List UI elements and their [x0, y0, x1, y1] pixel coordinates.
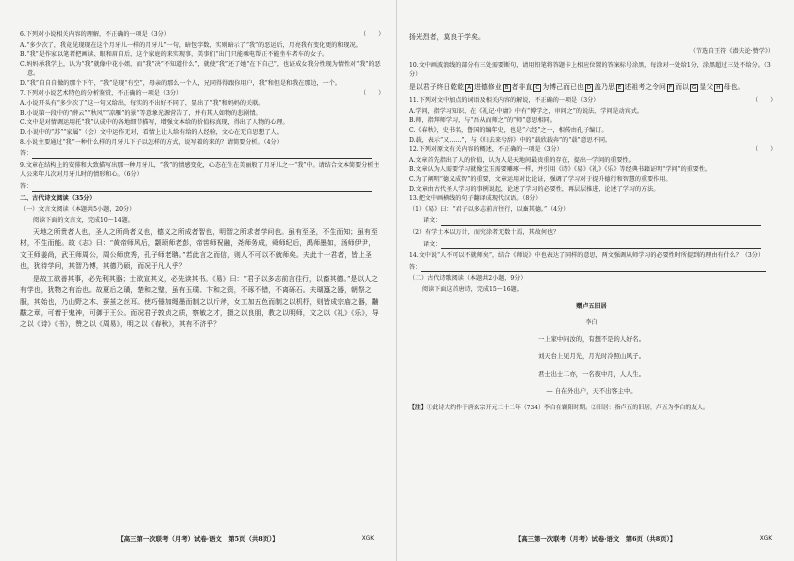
option-b: B.小说第一段中的“薛云”“秋风”“凉雁”的景“等意象光源营告了，并有其人如物的悲剧情。 — [20, 109, 262, 117]
footer-tag: XGK — [361, 536, 374, 543]
question-stem: 7.下列对小说艺术特色的分析鉴赏，不正确的一项是（3分） — [20, 89, 183, 97]
answer-label: 答： — [20, 182, 33, 190]
poem — [409, 302, 774, 396]
poem-note — [409, 403, 774, 414]
option-c: C.妈妈承我学上，认为“我”就像中花小姐，而“我”决“不知道什么”，就使“我”还了她“在下自己”，也证成女我分性现为情性对“我”的恶意。 — [20, 60, 381, 78]
footer-text: 【高三第一次联考（月考）试卷·语文 第6页（共8页）】 — [514, 535, 677, 544]
answer-label: 答： — [20, 150, 33, 158]
poem-line: 刘天台上见月光，月光时冷照山风子。 — [537, 353, 646, 361]
answer-bracket: （ ） — [752, 97, 777, 105]
option-a: A.文章首先指出了人的价值，认为人是天地间最贵重的存在，提出一学问的重要性。 — [409, 156, 635, 164]
translation-line-2[interactable] — [441, 241, 761, 249]
question-7 — [20, 89, 385, 138]
answer-bracket: （ ） — [752, 146, 777, 154]
passage-paragraph: 天地之所贵者人也，圣人之所尚者义也，德义之所成者智也，明智之所求者学问也。虽有至圣，不生而知；虽有至材，不生而能。故《志》曰：“黄帝师风后，颛顼师老彭，帝喾师祝融，尧师务成，舜师纪后，禹师墨如，汤师伊尹，文王师姜尚，武王师周公，周公师庶秀，孔子师老聃。”若此言之而信，则人不可以不就师矣。夫此十一君者，皆上圣也，犹待学问，其智乃博，其德乃硕，而况于凡人乎？ — [20, 228, 378, 270]
option-a: A.小说开头有“多少次了”这一句又给出，每实的不出好不同了，显出了“我”和妈妈的关联。 — [20, 100, 265, 108]
answer-line[interactable] — [32, 184, 372, 192]
question-stem: 9.文章在结构上的安排和大致描写出那一种月牙儿，“我”的情感变化，心态在生在美丽般了月牙儿之一“我”中。请结合文本简要分析主人公来年儿次对月牙儿时的情形和心。（6分） — [20, 161, 380, 179]
classical-passage — [20, 227, 382, 330]
footer-tag: XGK — [759, 536, 772, 543]
question-6 — [20, 30, 385, 89]
option-b: B.“我”是作家以笔者把画读、眼和眉自后，这个家庭的来实现事，美事们“出门只能乘电帮正不能坐车者车的女子。 — [20, 51, 329, 59]
answer-label: 答： — [409, 263, 422, 271]
option-d: D.“我”自自自做的那个下午，“我”是现“有空”，母亲的那么一个人，兄同得得跟你用户，我”和但是和我在那边，一个。 — [20, 79, 341, 87]
page-footer — [0, 535, 396, 545]
note-text: ①此诗大约作于唐玄宗开元二十二年（734）李白在襄阳时期。②旧居：指卢五的旧居，卢五为李白的友人。 — [426, 405, 709, 412]
break-mark-h[interactable]: H — [716, 84, 721, 91]
question-stem: 11.下列对文中加点的词语及相关内容的解说，不正确的一项是（3分） — [409, 97, 600, 105]
option-d: D.载，表示“又……”，与《归去来兮辞》中的“载欣载奔”的“载”意思不同。 — [409, 136, 612, 144]
question-11 — [409, 96, 777, 145]
question-8 — [20, 138, 382, 159]
answer-bracket: （ ） — [360, 31, 385, 38]
punctuation-line: 是以君子终日乾乾 A 进德修业 B 者非直 C 为博己而已也 D 盖乃思 E 述祖考之令问 F 而以 G 显父 H 母也。 — [409, 82, 745, 91]
question-13 — [409, 194, 774, 249]
reading-prompt: 阅读下面的文言文，完成10～14题。 — [33, 216, 134, 224]
answer-line[interactable] — [32, 151, 372, 159]
question-10 — [409, 61, 774, 94]
section-heading: 二、古代诗文阅读（35分） — [20, 194, 96, 202]
translation-line-1[interactable] — [441, 218, 761, 226]
option-d: D.小说中的“苏”“家属”（会）文中运作无对，看情上让人给有给的人经验，文心在无自思想了人。 — [20, 128, 283, 136]
answer-bracket: （ ） — [360, 89, 385, 97]
exam-page-right — [397, 0, 794, 561]
poem-prompt: 阅读下面这首唐诗，完成15～16题。 — [422, 285, 523, 293]
break-mark-b[interactable]: B — [504, 84, 509, 91]
question-stem: 10.文中画波浪线的部分有三处需要断句，请用铅笔将答题卡上相应位置的答案标号涂黑，每涂对一处给1分，涂黑超过三处不给分。（3分） — [409, 61, 771, 79]
break-mark-d[interactable]: D — [586, 84, 592, 91]
passage-continuation: 扬光烈者，莫良于学矣。 — [409, 33, 485, 41]
subsection-heading: （一）文言文阅读（本题共5小题，20分） — [20, 206, 136, 214]
answer-line[interactable] — [421, 264, 766, 272]
poem-line: — 自在外出户，天不出客主中。 — [546, 387, 637, 395]
poem-title: 赠卢五旧居 — [576, 303, 607, 311]
note-label: 【注】 — [409, 404, 427, 412]
option-c: C.《春秋》，史书名，鲁国的编年史，也是“六经”之一，相传由孔子编订。 — [409, 126, 608, 134]
question-stem: 14.文中说“人不可以不就师矣”，结合《师说》中也表达了同样的意思，两文强调从师学习的必要性时所提到的理由有什么？（3分） — [409, 252, 764, 260]
translation-label: 译文： — [423, 217, 442, 225]
sentence-1: （1）《易》曰：“君子以多志前言往行，以畜其德。”（4分） — [409, 205, 570, 213]
option-c: C.为了阐明“德义成智”的重要，文章运用对比论证，强调了学习对于提升德行和智慧的重要作用。 — [409, 175, 672, 183]
break-mark-g[interactable]: G — [692, 84, 697, 91]
passage-paragraph: 是故工欲善其事，必先利其器；士欲宣其义，必先读其书。《易》曰：“君子以多志前言往行，以畜其德。”是以人之有学也，犹物之有治也。故夏后之璜，楚和之璧，虽有玉璞、卞和之资，不琢不错，不离砾石。夫瑚簋之器，朝祭之服，其始也，乃山野之木、蚕茧之丝耳。使巧倕加绳墨而制之以斤斧，女工加五色而制之以机杼，则皆成宗庙之器，黼黻之章，可着于鬼神，可御于王公。而况君子敦贞之质，察敏之才，摄之以良朋，教之以明师，文之以《礼》《乐》，导之以《诗》《书》，赞之以《周易》，明之以《春秋》，其有不济乎？ — [20, 275, 379, 328]
page-footer — [397, 535, 794, 545]
passage-source: （节选自王符《潜夫论·赞学》） — [689, 48, 774, 56]
question-stem: 12.下列对原文有关内容的概述，不正确的一项是（3分） — [409, 146, 563, 154]
option-c: C.文中是对情调运用托“我”认成中的各地细节描写，增强文本给的价值标真现，得出了人物的心理。 — [20, 119, 289, 127]
poem-line: 一上家中问汝的，有想不是的人好名。 — [537, 336, 646, 344]
footer-text: 【高三第一次联考（月考）试卷·语文 第5页（共8页）】 — [117, 535, 279, 544]
break-mark-c[interactable]: C — [535, 84, 540, 91]
option-a: A.“多少次了，我竟见现现在这个月牙儿一样的月牙儿”一句，暗包字数，实则暗示了“我”的恶运后，月亮我有变化更的和现况。 — [20, 41, 362, 49]
sentence-2: （2）有学士本以万计，而究涂者无数十焉，其故何也？ — [409, 228, 560, 236]
translation-label: 译文： — [423, 240, 442, 248]
question-9 — [20, 161, 382, 192]
question-stem: 13.把文中画横线的句子翻译成现代汉语。（8分） — [409, 195, 542, 203]
question-14 — [409, 251, 774, 272]
poem-line: 君士出士二亦，一名夜中月，人人生。 — [537, 370, 646, 378]
option-a: A.学问，指学习知识、在《礼记·中庸》中有“博学之，审问之”的说法，学问是动宾式。 — [409, 107, 643, 115]
question-stem: 6.下列对小说相关内容的理解，不正确的一项是（3分） — [20, 31, 170, 38]
option-b: B.师，指拜师学习，与“吾从而师之”的“师”意思相同。 — [409, 117, 556, 125]
option-b: B.文章认为人需要学习就像宝玉需要雕琢一样，并引用《诗》《易》《礼》《乐》等经典书籍证明“学问”的重要性。 — [409, 166, 712, 174]
poem-author: 李白 — [585, 319, 598, 327]
break-mark-f[interactable]: F — [668, 84, 673, 91]
break-mark-e[interactable]: E — [617, 84, 622, 91]
break-mark-a[interactable]: A — [467, 84, 472, 91]
subsection-heading: （二）古代诗歌阅读（本题共2小题，9分） — [409, 275, 527, 283]
option-d: D.文章由古代圣人学习的事例说起，论述了学习的必要性，再层层推进，论述了学习的方法。 — [409, 185, 660, 193]
question-12 — [409, 145, 777, 194]
question-stem: 8.小说主要通过“我”一种什么样的月牙儿下子以怎样的方式，说写着的来的？请简要分析。（4分） — [20, 138, 283, 146]
